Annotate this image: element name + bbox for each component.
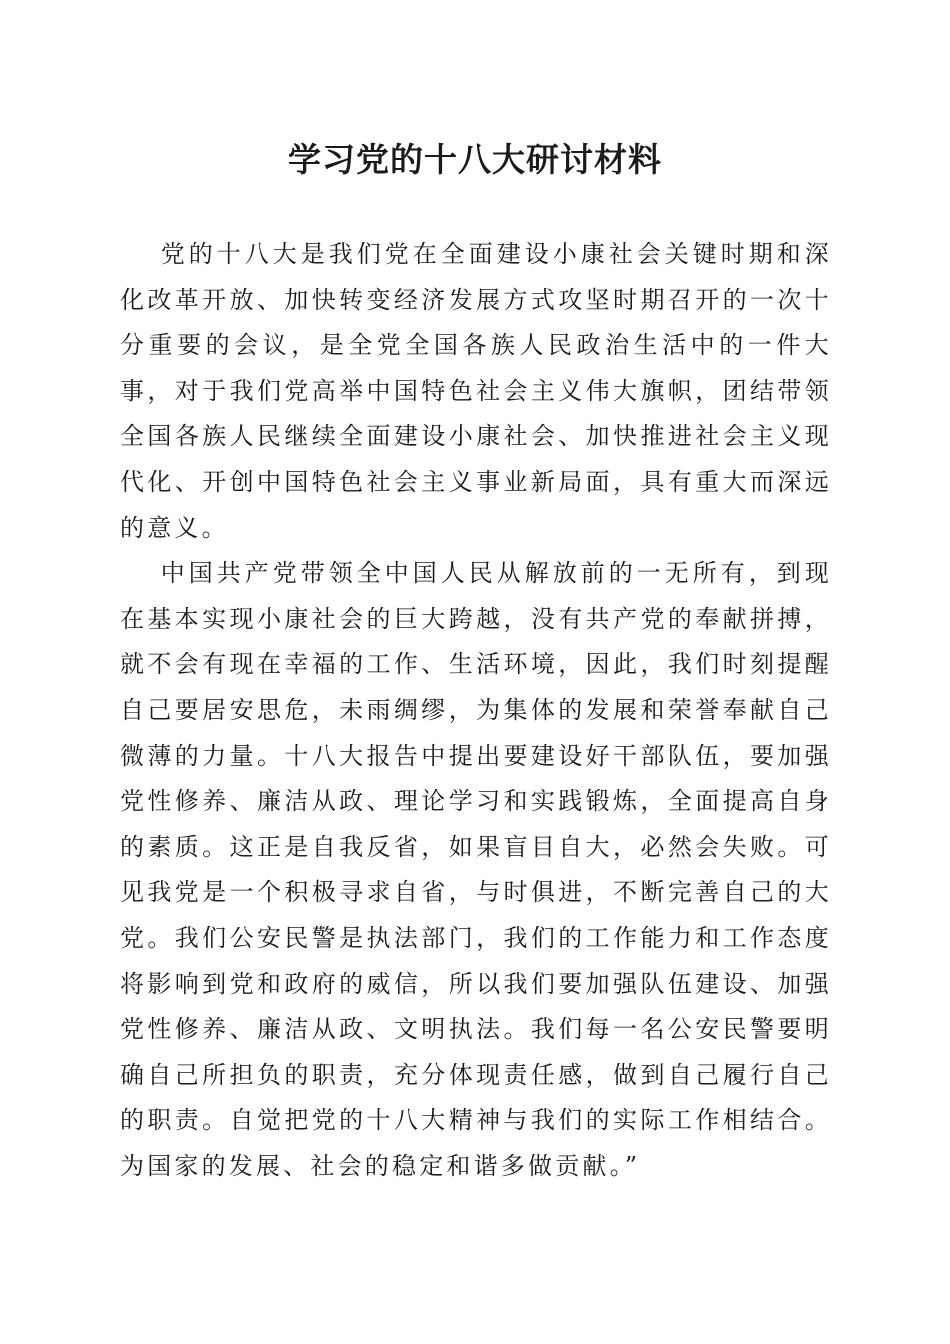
document-title: 学习党的十八大研讨材料 [288,140,662,179]
paragraph-reflection: 中国共产党带领全中国人民从解放前的一无所有，到现在基本实现小康社会的巨大跨越，没有共产党的奉献拼搏，就不会有现在幸福的工作、生活环境，因此，我们时刻提醒自己要居安思危，未雨绸缪，为集体的发展和荣誉奉献自己微薄的力量。十八大报告中提出要建设好干部队伍，要加强党性修养、廉洁从政、理论学习和实践锻炼，全面提高自身的素质。这正是自我反省，如果盲目自大，必然会失败。可见我党是一个积极寻求自省，与时俱进，不断完善自己的大党。我们公安民警是执法部门，我们的工作能力和工作态度将影响到党和政府的威信，所以我们要加强队伍建设、加强党性修养、廉洁从政、文明执法。我们每一名公安民警要明确自己所担负的职责，充分体现责任感，做到自己履行自己的职责。自觉把党的十八大精神与我们的实际工作相结合。为国家的发展、社会的稳定和谐多做贡献。” [120,559,832,1180]
document-body [120,232,832,1189]
paragraph-intro: 党的十八大是我们党在全面建设小康社会关键时期和深化改革开放、加快转变经济发展方式攻坚时期召开的一次十分重要的会议，是全党全国各族人民政治生活中的一件大事，对于我们党高举中国特色社会主义伟大旗帜，团结带领全国各族人民继续全面建设小康社会、加快推进社会主义现代化、开创中国特色社会主义事业新局面，具有重大而深远的意义。 [120,240,832,542]
